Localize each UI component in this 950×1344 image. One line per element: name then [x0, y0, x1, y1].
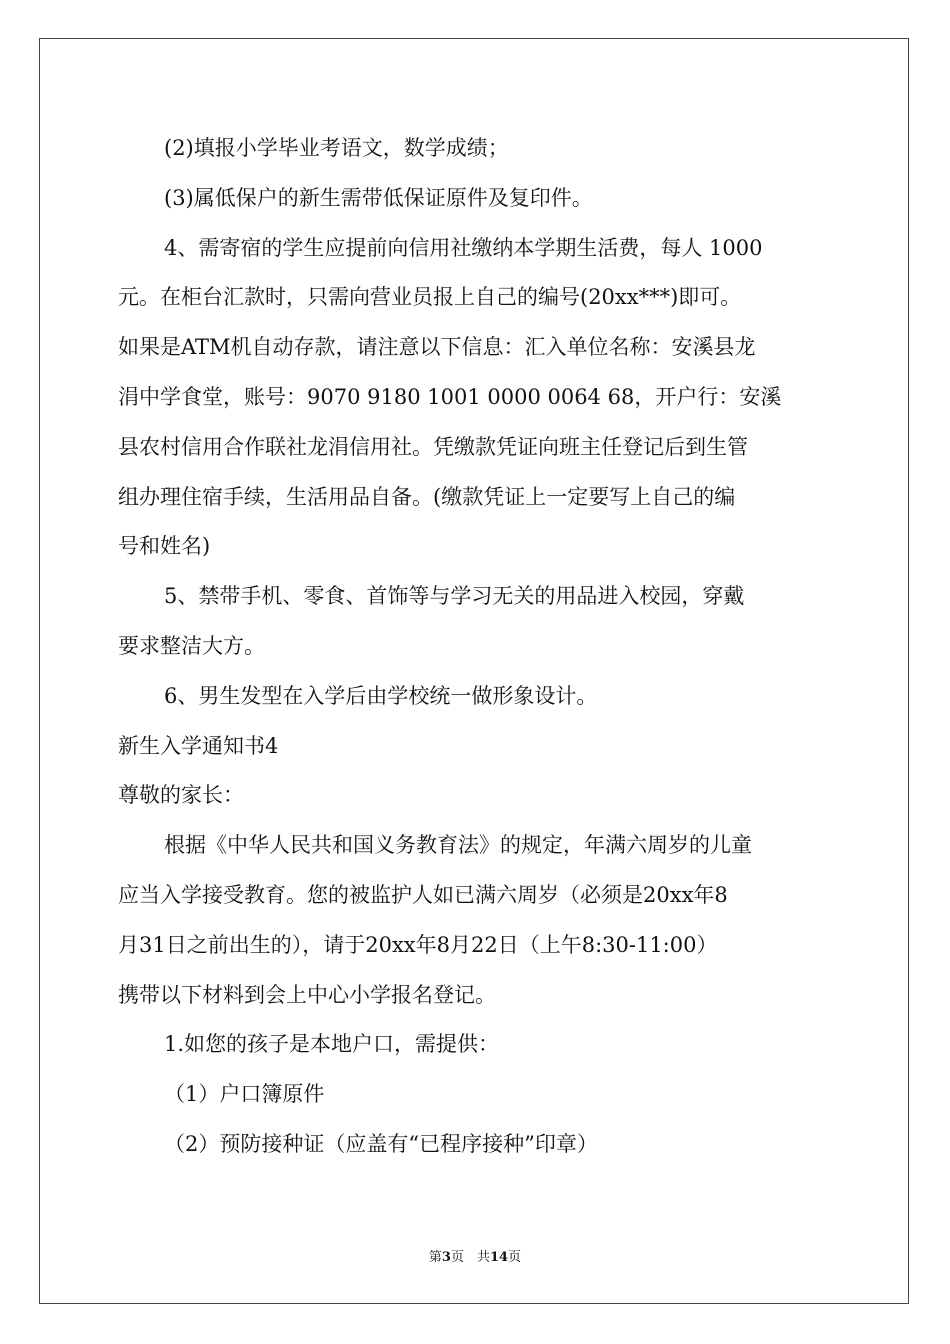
- footer-suffix: 页: [508, 1250, 522, 1265]
- document-body: [118, 124, 834, 1170]
- section-heading: 新生入学通知书4: [118, 733, 279, 758]
- paragraph-line: 5、禁带手机、零食、首饰等与学习无关的用品进入校园，穿戴: [164, 584, 745, 609]
- paragraph-line: 1.如您的孩子是本地户口，需提供：: [164, 1032, 500, 1057]
- paragraph-line: (2)填报小学毕业考语文，数学成绩；: [164, 136, 509, 160]
- footer-prefix: 第: [428, 1250, 442, 1265]
- paragraph-line: 如果是ATM机自动存款，请注意以下信息：汇入单位名称：安溪县龙: [118, 335, 756, 360]
- paragraph-line: 涓中学食堂，账号：9070 9180 1001 0000 0064 68，开户行：安溪: [118, 384, 782, 409]
- paragraph-line: 县农村信用合作联社龙涓信用社。凭缴款凭证向班主任登记后到生管: [118, 434, 748, 459]
- total-pages-number: 14: [489, 1250, 509, 1265]
- paragraph-line: 根据《中华人民共和国义务教育法》的规定，年满六周岁的儿童: [164, 833, 752, 858]
- paragraph-line: 月31日之前出生的），请于20xx年8月22日（上午8:30-11:00）: [118, 932, 718, 957]
- footer-mid: 页 共: [450, 1250, 490, 1265]
- paragraph-line: （2）预防接种证（应盖有“已程序接种”印章）: [164, 1131, 598, 1156]
- current-page-number: 3: [441, 1250, 451, 1265]
- paragraph-line: 要求整洁大方。: [118, 633, 265, 658]
- paragraph-line: 应当入学接受教育。您的被监护人如已满六周岁（必须是20xx年8: [118, 882, 728, 907]
- paragraph-line: （1）户口簿原件: [164, 1082, 325, 1107]
- paragraph-line: 携带以下材料到会上中心小学报名登记。: [118, 982, 496, 1007]
- paragraph-line: 组办理住宿手续，生活用品自备。(缴款凭证上一定要写上自己的编: [118, 484, 736, 509]
- salutation: 尊敬的家长：: [118, 783, 244, 808]
- page-footer: [0, 1246, 950, 1265]
- paragraph-line: 4、需寄宿的学生应提前向信用社缴纳本学期生活费，每人 1000: [164, 235, 763, 260]
- paragraph-line: 元。在柜台汇款时，只需向营业员报上自己的编号(20xx***)即可。: [118, 285, 742, 310]
- paragraph-line: (3)属低保户的新生需带低保证原件及复印件。: [164, 185, 593, 210]
- paragraph-line: 6、男生发型在入学后由学校统一做形象设计。: [164, 683, 598, 708]
- paragraph-line: 号和姓名): [118, 534, 211, 559]
